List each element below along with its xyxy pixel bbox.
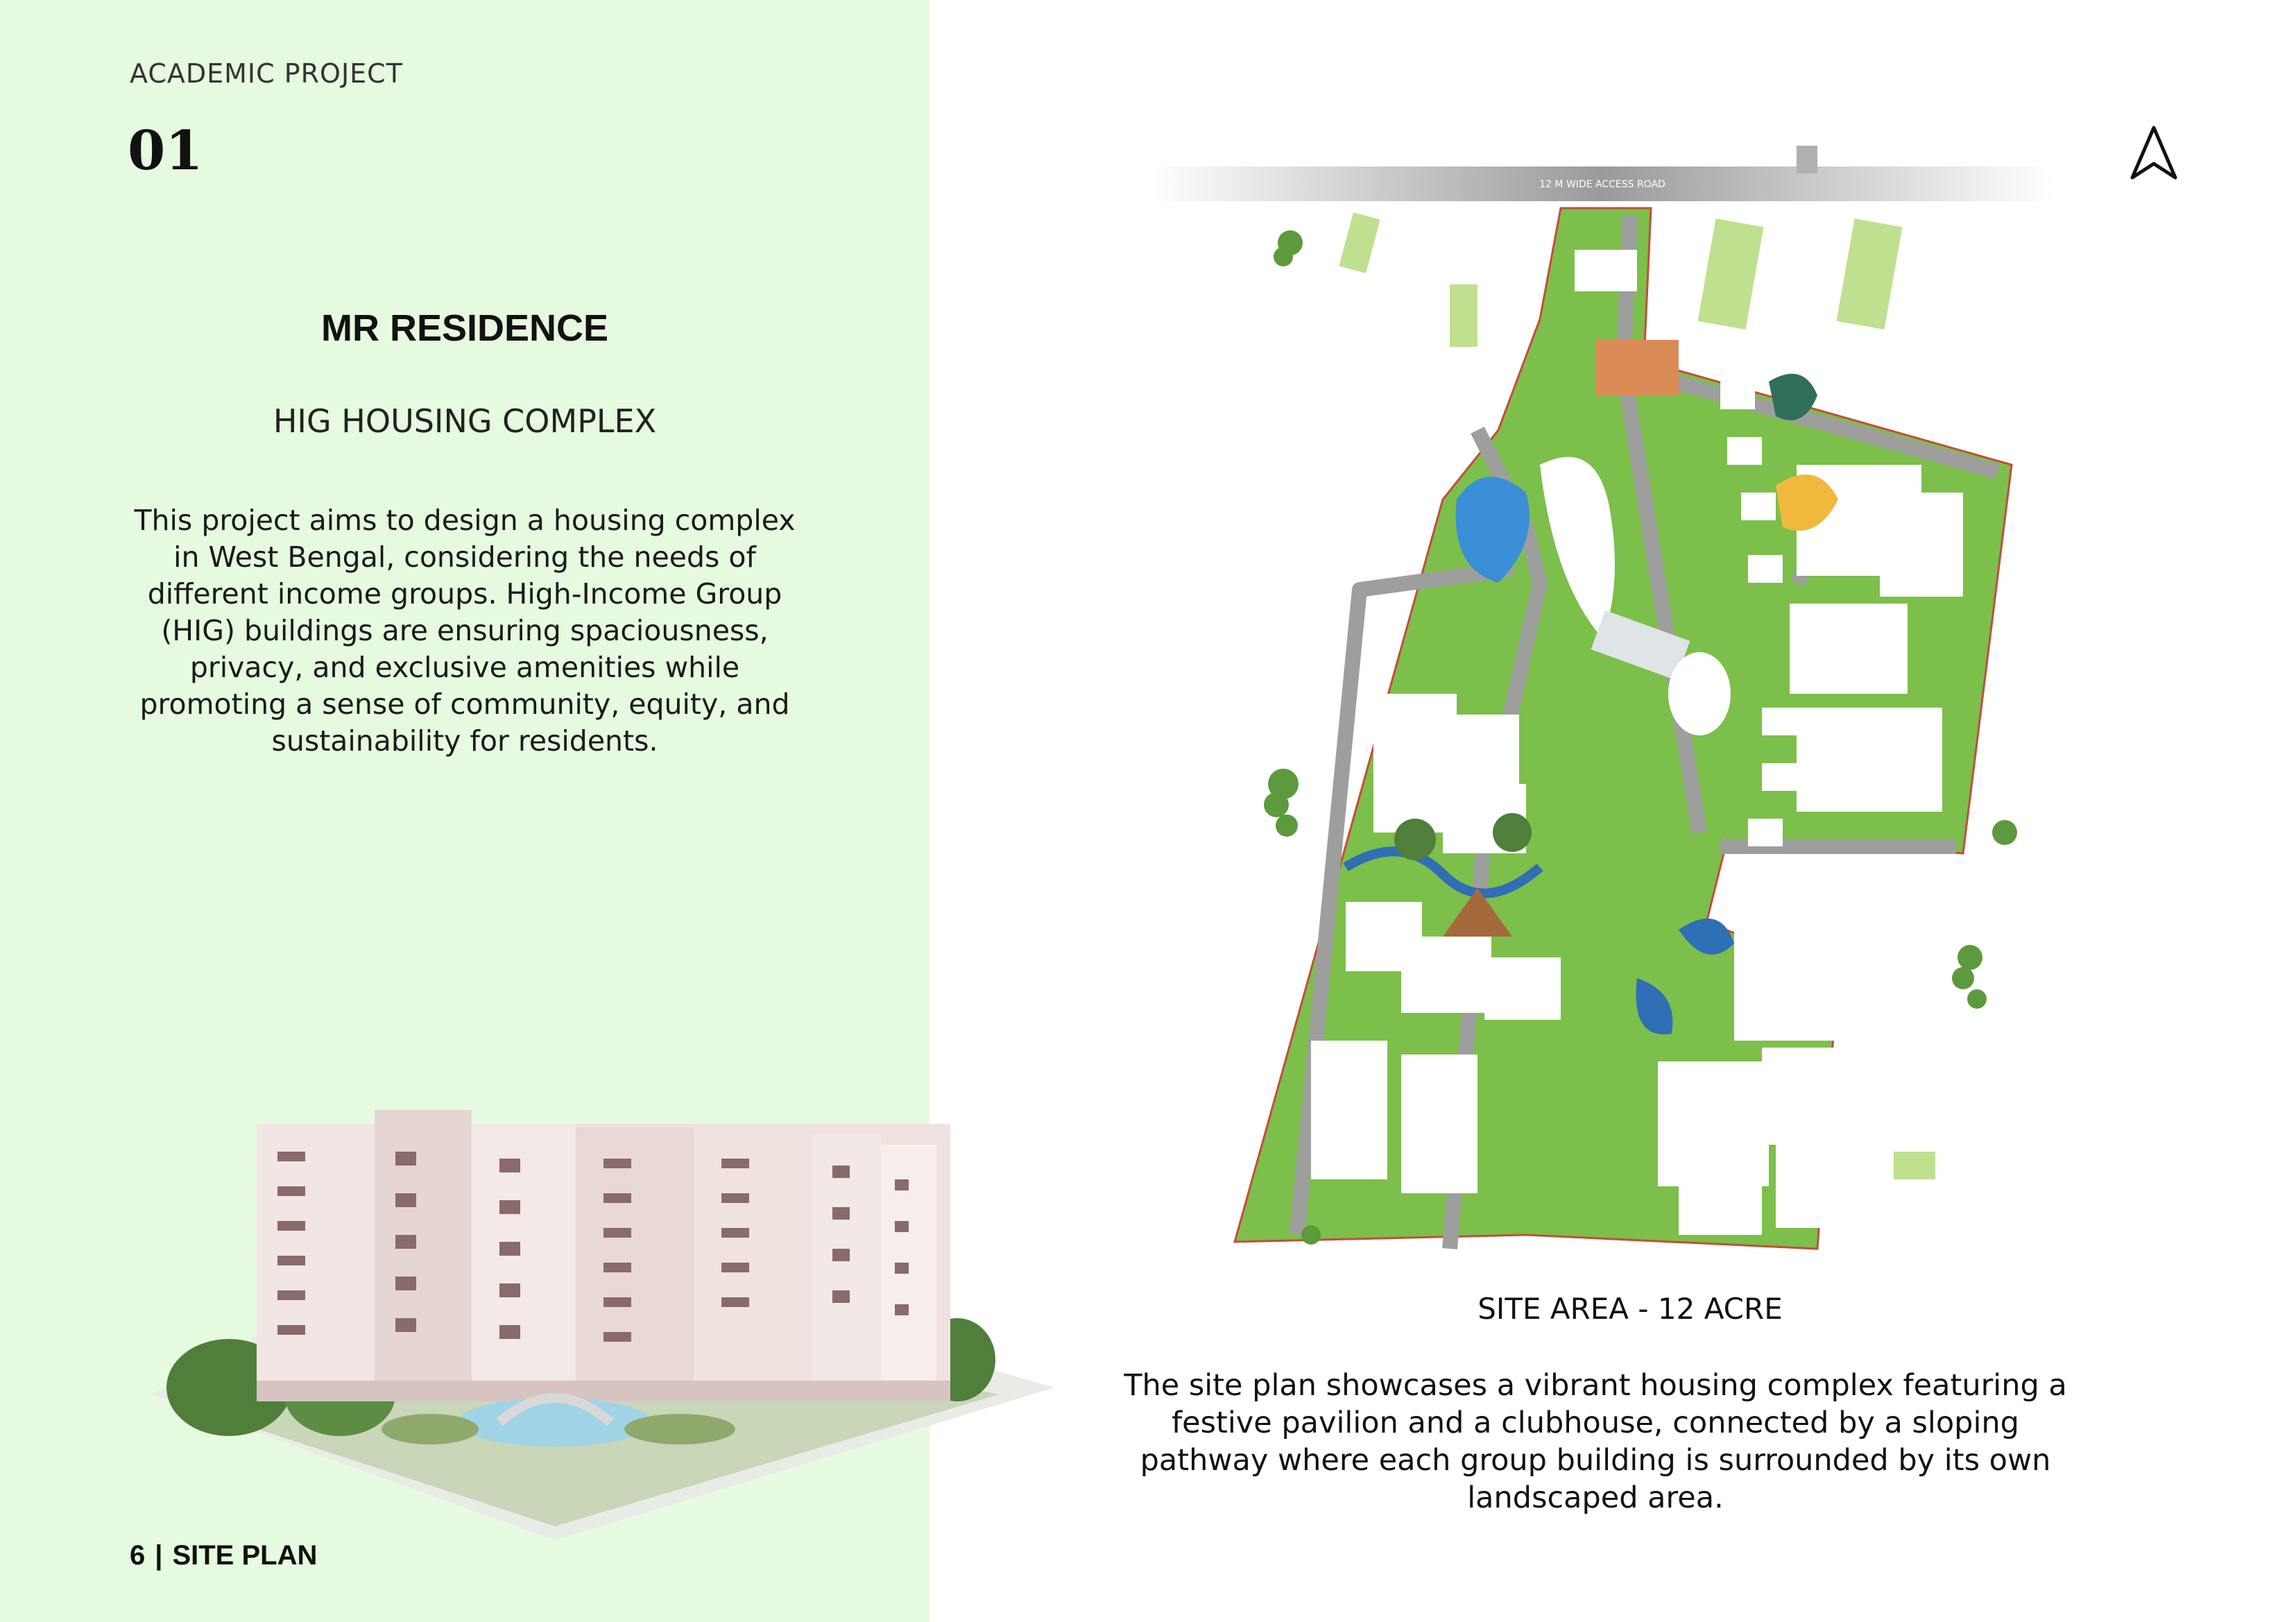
project-description: This project aims to design a housing complex in West Bengal, considering the needs of different income groups. High-Income Group (HIG) buildings are ensuring spaciousness, privacy, and exclusive amenities while promoting a sense of community, equity, and sustainability for residents. [134,504,796,758]
project-number: 01 [128,119,203,182]
project-subtitle: HIG HOUSING COMPLEX [273,402,657,440]
north-arrow-icon [2130,125,2178,180]
site-area-caption: SITE AREA - 12 ACRE [1477,1292,1783,1326]
building-render [139,1096,1061,1540]
road-label: 12 M WIDE ACCESS ROAD [1539,179,1665,190]
footer-separator: | [155,1540,163,1571]
project-title: MR RESIDENCE [320,307,609,349]
site-plan-map [1151,139,2053,1277]
page-footer [130,1540,317,1571]
eyebrow-label: ACADEMIC PROJECT [130,58,403,89]
site-plan-description: The site plan showcases a vibrant housing complex featuring a festive pavilion and a clubhouse, connected by a sloping pathway where each group building is surrounded by its own landscaped area. [1124,1368,2067,1515]
section-title: SITE PLAN [172,1540,318,1571]
page-number: 6 [130,1540,146,1571]
